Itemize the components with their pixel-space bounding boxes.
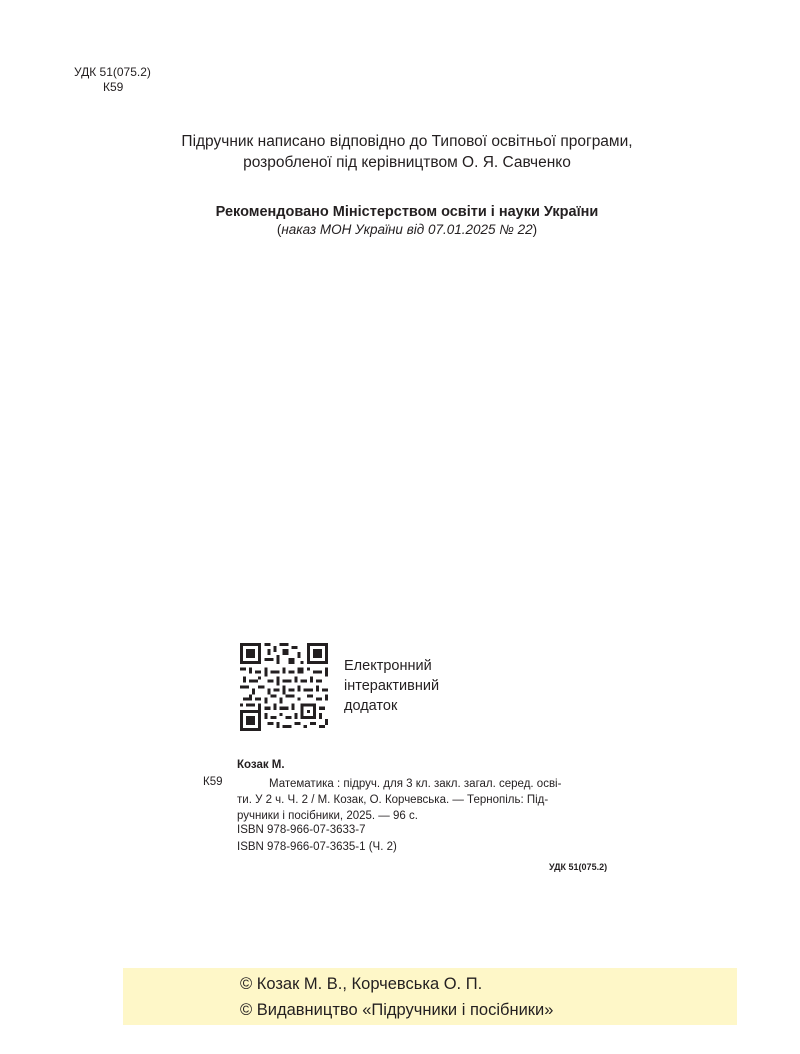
bibliography-line-1 (237, 776, 622, 792)
ministry-recommendation (0, 203, 800, 239)
recommendation-title: Рекомендовано Міністерством освіти і науки України (215, 204, 599, 220)
qr-caption-line-1: Електронний (344, 658, 432, 674)
library-cipher: К59 (103, 80, 124, 94)
order-text: наказ МОН України від 07.01.2025 № 22 (281, 222, 533, 237)
bibliography-line-2: ти. У 2 ч. Ч. 2 / М. Козак, О. Корчевська. — Тернопіль: Під- (237, 794, 549, 806)
bibliography-line-3: ручники і посібники, 2025. — 96 с. (237, 810, 418, 822)
program-statement (0, 131, 800, 173)
bibliography-cipher: К59 (203, 776, 223, 788)
order-close-paren: ) (532, 222, 538, 237)
udk-code: УДК 51(075.2) (74, 65, 151, 79)
copyright-box (123, 968, 737, 1025)
udk-header (74, 65, 151, 95)
qr-code-icon[interactable] (240, 643, 328, 731)
bibliography-author: Козак М. (237, 759, 285, 771)
bibliography-description (237, 776, 622, 824)
ministry-order (0, 221, 800, 239)
qr-caption-line-3: додаток (344, 698, 398, 714)
bibliography-udk: УДК 51(075.2) (549, 862, 608, 872)
bibliography-line-1-text: Математика : підруч. для 3 кл. закл. загал. серед. осві- (269, 778, 562, 790)
qr-caption-line-2: інтерактивний (344, 678, 440, 694)
isbn-set: ISBN 978-966-07-3633-7 (237, 824, 366, 836)
qr-caption (344, 656, 439, 716)
program-statement-line-2: розробленої під керівництвом О. Я. Савченко (243, 154, 571, 171)
copyright-authors: © Козак М. В., Корчевська О. П. (240, 975, 483, 993)
copyright-publisher: © Видавництво «Підручники і посібники» (240, 1001, 554, 1019)
order-open-paren: ( (276, 222, 282, 237)
program-statement-line-1: Підручник написано відповідно до Типової освітньої програми, (181, 133, 633, 150)
isbn-volume: ISBN 978-966-07-3635-1 (Ч. 2) (237, 841, 397, 853)
